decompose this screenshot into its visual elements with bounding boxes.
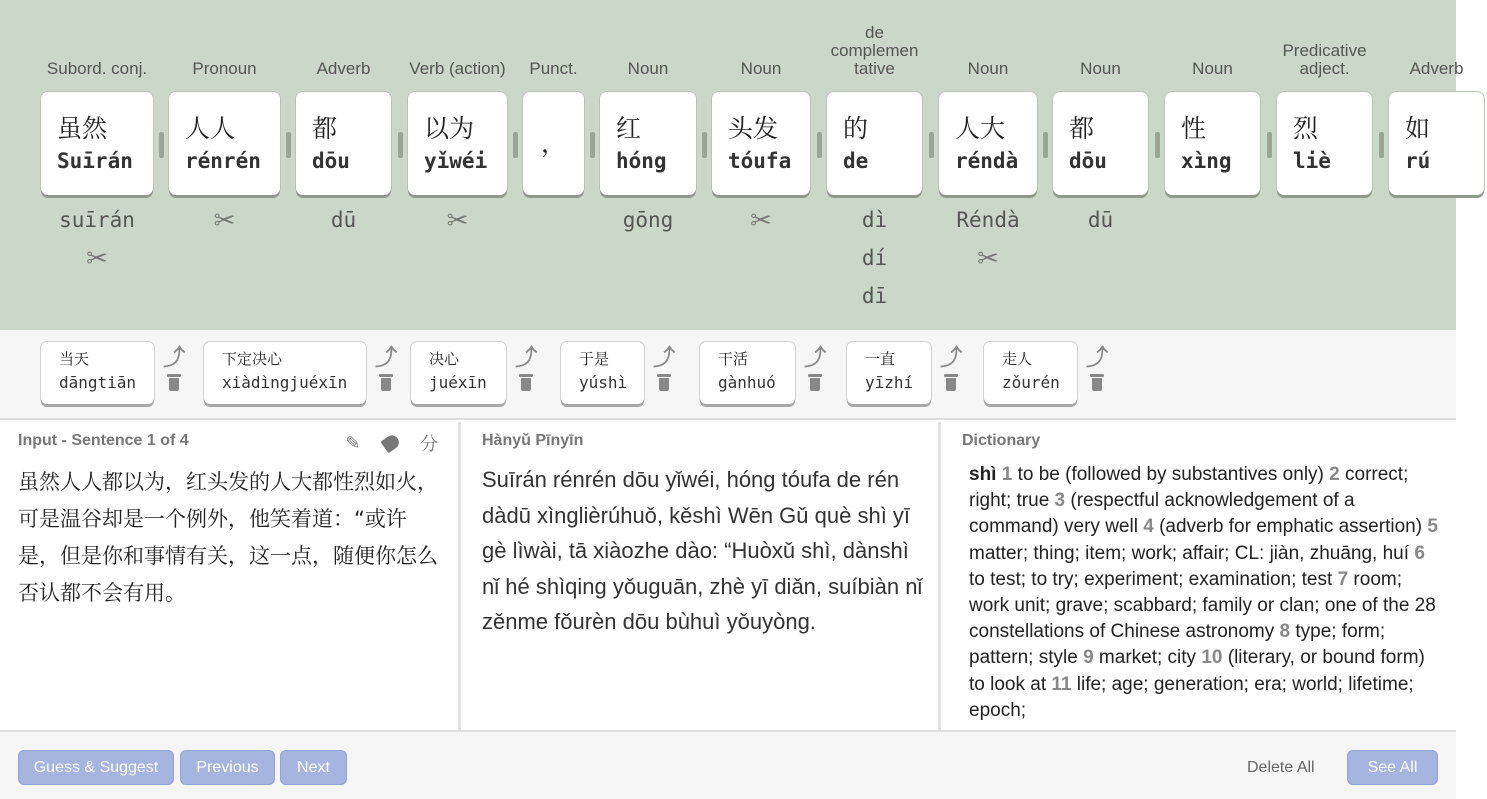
part-of-speech-label: Adverb [1409, 59, 1464, 78]
word-column [711, 0, 811, 239]
split-button[interactable]: 分 [420, 434, 438, 454]
suggestion-hanzi: 一直 [865, 350, 896, 368]
join-handle[interactable] [929, 132, 934, 158]
alternate-pinyin[interactable]: Réndà [956, 208, 1020, 232]
alternate-pinyin[interactable]: dì [861, 208, 888, 232]
word-pinyin: rénrén [185, 148, 261, 173]
dictionary-pane [944, 422, 1456, 730]
suggestion-hanzi: 下定决心 [222, 350, 283, 368]
word-card[interactable] [1389, 92, 1484, 195]
word-column [825, 0, 925, 315]
suggestion-actions [514, 346, 538, 392]
sense-text: (adverb for emphatic assertion) [1159, 516, 1423, 538]
sense-number: 8 [1279, 621, 1291, 643]
trash-lid [808, 374, 822, 377]
sense-text: (literary, or bound form) to look at [969, 647, 1425, 695]
trash-bin [1092, 378, 1102, 391]
dictionary-pane-title: Dictionary [962, 432, 1041, 449]
alternate-pinyin[interactable]: dí [861, 246, 888, 270]
word-hanzi: 的 [843, 113, 869, 143]
suggestion-hanzi: 走人 [1002, 350, 1033, 368]
trash-lid [1090, 374, 1104, 377]
word-column [938, 0, 1038, 277]
word-column [165, 0, 285, 239]
trash-bin [381, 378, 391, 391]
word-pinyin: rú [1405, 148, 1431, 173]
trash-bin [521, 378, 531, 391]
suggestion-hanzi: 于是 [579, 350, 610, 368]
suggestion-pinyin: xiàdìngjuéxīn [222, 373, 348, 392]
part-of-speech-label: Noun [740, 59, 782, 78]
sense-text: to test; to try; experiment; examination; test [969, 568, 1333, 590]
insert-arrow-icon[interactable]: ⤴ [374, 345, 397, 370]
next-button[interactable]: Next [280, 750, 347, 785]
scissors-icon[interactable]: ✂ [750, 205, 772, 235]
delete-all-button[interactable]: Delete All [1247, 758, 1315, 776]
word-card[interactable] [827, 92, 922, 195]
alternate-pinyin[interactable]: suīrán [59, 208, 135, 232]
part-of-speech-label: Noun [1080, 59, 1121, 78]
sense-text: room; work unit; grave; scabbard; family or clan; one of the 28 constellations of Chinese astronomy [969, 568, 1436, 643]
insert-arrow-icon[interactable]: ⤴ [514, 345, 537, 370]
join-handle[interactable] [159, 132, 164, 158]
word-column [1163, 0, 1263, 195]
sense-text: market; city [1098, 647, 1197, 669]
word-pinyin: xìng [1181, 148, 1232, 173]
trash-bin [169, 378, 179, 391]
suggestion-card[interactable] [984, 342, 1077, 404]
sense-text: (respectful acknowledgement of a command) very well [969, 490, 1355, 538]
pencil-icon[interactable]: ✎ [345, 432, 361, 453]
word-card[interactable] [1165, 92, 1260, 195]
tag-icon[interactable] [380, 432, 402, 455]
word-pinyin: tóufa [728, 148, 792, 173]
trash-bin [810, 378, 820, 391]
word-column [598, 0, 698, 239]
word-hanzi: 以为 [424, 113, 475, 143]
insert-arrow-icon[interactable]: ⤴ [652, 345, 675, 370]
guess-suggest-button[interactable]: Guess & Suggest [18, 750, 174, 785]
word-pinyin: de [843, 148, 869, 173]
suggestion-hanzi: 当天 [59, 350, 90, 368]
part-of-speech-label: Pronoun [192, 59, 257, 78]
pinyin-text: Suīrán rénrén dōu yǐwéi, hóng tóufa de rén dàdū xìnglièrúhuǒ, kěshì Wēn Gǔ què shì yī gè lìwài, tā xiàozhe dào: “Huòxǔ shì, dànshì nǐ hé shìqing yǒuguān, zhè yī diǎn, suíbiàn nǐ zěnme fǒurèn dōu bùhuì yǒuyòng. [482, 467, 923, 634]
trash-icon[interactable] [808, 374, 822, 392]
sense-number: 4 [1143, 516, 1154, 538]
alternate-pinyin[interactable]: dī [861, 284, 888, 308]
join-handle[interactable] [817, 132, 822, 158]
trash-icon[interactable] [1090, 374, 1104, 392]
trash-bin [946, 378, 956, 391]
join-handle[interactable] [702, 132, 707, 158]
sense-text: type; form; pattern; style [969, 621, 1386, 669]
word-column [1270, 0, 1380, 195]
sense-text: correct; right; true [969, 464, 1409, 512]
trash-icon[interactable] [379, 374, 393, 392]
part-of-speech-label: Punct. [529, 59, 578, 78]
input-pane [0, 422, 461, 730]
word-card[interactable] [408, 92, 507, 195]
sense-number: 2 [1329, 464, 1340, 485]
sense-text: life; age; generation; era; world; lifetime; epoch; [969, 673, 1414, 721]
suggestion-card[interactable] [411, 342, 506, 404]
word-hanzi: 烈 [1293, 113, 1319, 143]
scissors-icon[interactable]: ✂ [977, 243, 999, 273]
sense-number: 1 [1001, 464, 1013, 485]
suggestion-actions [803, 346, 827, 392]
suggestion-hanzi: 决心 [429, 350, 460, 368]
suggestion-hanzi: 干活 [718, 350, 749, 368]
word-hanzi: 人人 [185, 113, 236, 143]
suggestion-pinyin: yúshì [579, 373, 628, 392]
previous-button[interactable]: Previous [180, 750, 275, 785]
see-all-button[interactable]: See All [1347, 750, 1438, 785]
suggestion-strip [0, 330, 1456, 420]
join-handle[interactable] [1043, 132, 1048, 158]
word-strip [0, 0, 1464, 330]
join-handle[interactable] [1379, 132, 1384, 158]
alternate-pinyin[interactable]: dū [1087, 208, 1114, 232]
word-pinyin: dōu [1069, 148, 1107, 173]
input-pane-title: Input - Sentence 1 of 4 [18, 432, 189, 449]
word-hanzi: ， [540, 128, 566, 158]
trash-lid [657, 374, 671, 377]
word-pinyin: dōu [312, 148, 350, 173]
scissors-icon[interactable]: ✂ [213, 205, 236, 235]
alternate-pinyin[interactable]: dū [330, 208, 357, 232]
join-handle[interactable] [513, 132, 518, 158]
pinyin-pane [464, 422, 941, 730]
sense-number: 11 [1051, 673, 1072, 695]
word-card[interactable] [600, 92, 696, 195]
trash-lid [944, 374, 958, 377]
suggestion-actions [652, 346, 676, 392]
word-pinyin: Suīrán [57, 148, 133, 173]
word-card[interactable] [523, 92, 584, 195]
dictionary-headword: shì [969, 464, 997, 485]
word-hanzi: 人大 [955, 113, 1006, 143]
word-column [1051, 0, 1151, 239]
insert-arrow-icon[interactable]: ⤴ [1085, 345, 1108, 370]
word-card[interactable] [1277, 92, 1372, 195]
part-of-speech-label: Adverb [316, 59, 371, 78]
insert-arrow-icon[interactable]: ⤴ [803, 345, 826, 370]
word-column [32, 0, 162, 277]
trash-lid [519, 374, 533, 377]
part-of-speech-label: Predicative adject. [1282, 41, 1367, 78]
word-pinyin: yǐwéi [424, 148, 488, 173]
suggestion-card[interactable] [204, 342, 366, 404]
suggestion-actions [162, 346, 186, 392]
alternate-pinyin[interactable]: gōng [622, 208, 674, 232]
part-of-speech-label: Noun [1192, 59, 1233, 78]
scissors-icon[interactable]: ✂ [86, 243, 108, 273]
word-pinyin: réndà [955, 148, 1019, 173]
part-of-speech-label: de complemen tative [830, 23, 919, 78]
part-of-speech-label: Noun [627, 59, 669, 78]
trash-icon[interactable] [657, 374, 671, 392]
join-handle[interactable] [590, 132, 595, 158]
suggestion-actions [1085, 346, 1109, 392]
sense-number: 6 [1414, 542, 1425, 564]
word-column [519, 0, 589, 195]
word-hanzi: 都 [1069, 113, 1095, 143]
word-card[interactable] [712, 92, 810, 195]
suggestion-pinyin: gànhuó [718, 373, 776, 392]
input-text[interactable]: 虽然人人都以为，红头发的人大都性烈如火，可是温谷却是一个例外，他笑着道：“或许是，但是你和事情有关，这一点，随便你怎么否认都不会有用。 [18, 470, 438, 605]
suggestion-pinyin: dāngtiān [59, 373, 137, 392]
word-hanzi: 都 [312, 113, 338, 143]
word-hanzi: 性 [1181, 113, 1207, 143]
word-card[interactable] [939, 92, 1037, 195]
sense-number: 5 [1427, 516, 1438, 538]
word-pinyin: liè [1293, 148, 1331, 173]
insert-arrow-icon[interactable]: ⤴ [939, 345, 962, 370]
suggestion-card[interactable] [847, 342, 931, 404]
trash-bin [659, 378, 669, 391]
suggestion-pinyin: yīzhí [865, 373, 914, 392]
input-tools [342, 430, 440, 456]
sense-number: 3 [1054, 490, 1066, 512]
word-column [403, 0, 513, 239]
word-hanzi: 红 [616, 113, 642, 143]
suggestion-pinyin: juéxīn [429, 373, 487, 392]
word-column [289, 0, 399, 239]
pinyin-pane-title: Hànyǔ Pīnyīn [482, 432, 584, 449]
trash-icon[interactable] [167, 374, 181, 392]
part-of-speech-label: Subord. conj. [46, 59, 148, 78]
footer-bar [0, 730, 1456, 799]
word-card[interactable] [41, 92, 153, 195]
dictionary-entry [969, 462, 1439, 724]
word-card[interactable] [296, 92, 391, 195]
suggestion-pinyin: zǒurén [1002, 373, 1060, 392]
word-hanzi: 虽然 [57, 113, 108, 143]
sense-text: matter; thing; item; work; affair; CL: jiàn, zhuāng, huí [969, 542, 1410, 564]
scissors-icon[interactable]: ✂ [446, 205, 469, 235]
word-hanzi: 头发 [728, 113, 779, 143]
trash-icon[interactable] [519, 374, 533, 392]
suggestion-card[interactable] [561, 342, 644, 404]
sense-number: 9 [1083, 647, 1094, 669]
sense-number: 7 [1337, 568, 1349, 590]
trash-lid [167, 374, 181, 377]
suggestion-actions [939, 346, 963, 392]
trash-icon[interactable] [944, 374, 958, 392]
suggestion-card[interactable] [700, 342, 795, 404]
sense-number: 10 [1201, 647, 1223, 669]
suggestion-actions [374, 346, 398, 392]
word-hanzi: 如 [1405, 113, 1431, 143]
insert-arrow-icon[interactable]: ⤴ [162, 345, 185, 370]
word-card[interactable] [1053, 92, 1148, 195]
part-of-speech-label: Noun [967, 59, 1009, 78]
suggestion-card[interactable] [41, 342, 154, 404]
word-pinyin: hóng [616, 148, 667, 173]
word-column [1387, 0, 1487, 195]
part-of-speech-label: Verb (action) [409, 59, 506, 78]
sense-text: to be (followed by substantives only) [1017, 464, 1324, 485]
join-handle[interactable] [1155, 132, 1160, 158]
word-card[interactable] [169, 92, 280, 195]
trash-lid [379, 374, 393, 377]
